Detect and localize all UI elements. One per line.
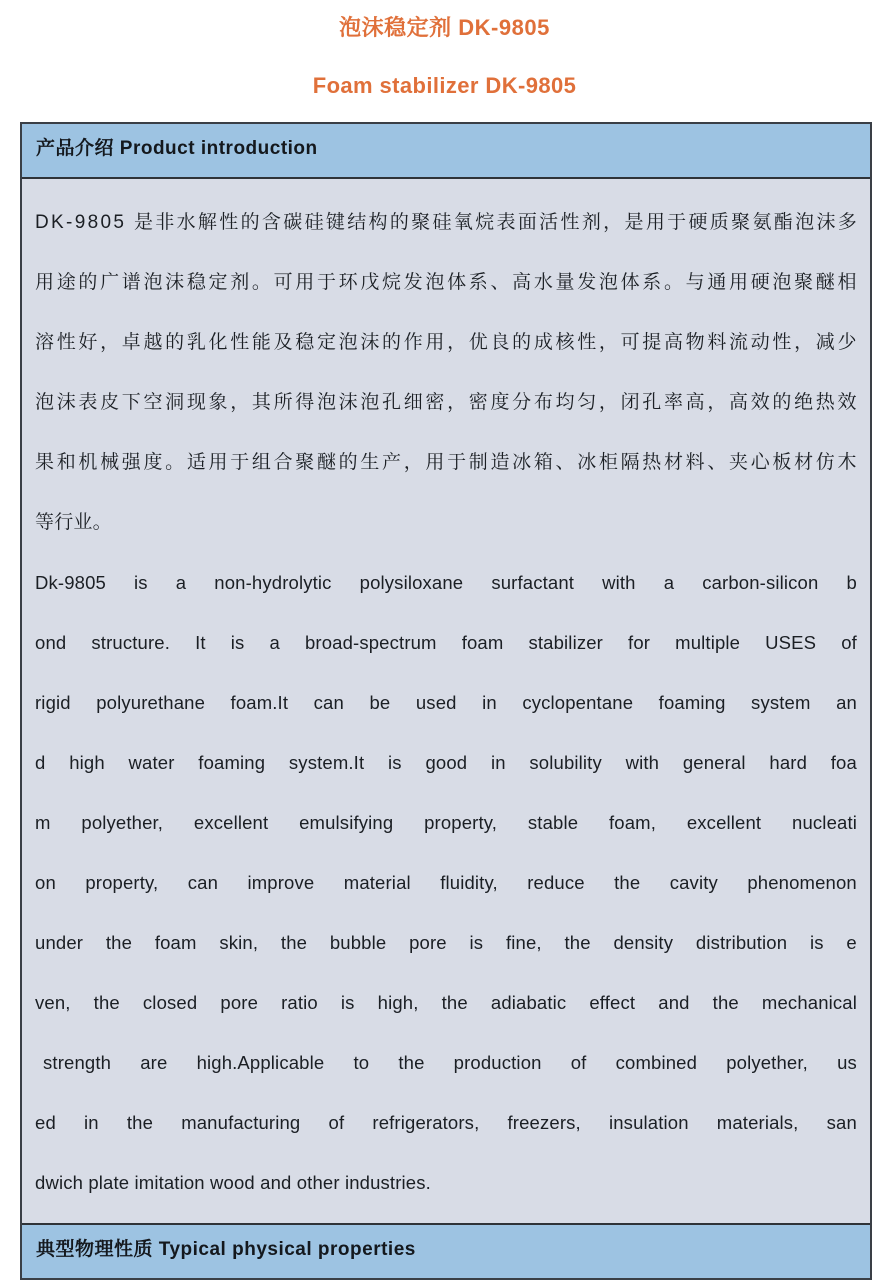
text-line: rigid polyurethane foam.It can be used in cyclopentane foaming system an	[35, 691, 857, 713]
text-line: ed in the manufacturing of refrigerators, freezers, insulation materials, san	[35, 1111, 857, 1133]
paragraph-english	[35, 553, 857, 1213]
section-header-product-introduction	[22, 124, 870, 179]
section-body-product-introduction	[22, 179, 870, 1223]
text-line: 溶 性 好 ， 卓 越 的 乳 化 性 能 及 稳 定 泡 沫 的 作 用 ， 优 良 的 成 核 性 ， 可 提 高 物 料 流 动 性 ， 减 少	[35, 331, 857, 353]
page-title-chinese: 泡沫稳定剂 DK-9805	[339, 15, 550, 40]
text-line: on property, can improve material fluidity, reduce the cavity phenomenon	[35, 871, 857, 893]
title-block	[0, 0, 889, 99]
text-line: 用 途 的 广 谱 泡 沫 稳 定 剂 。 可 用 于 环 戊 烷 发 泡 体 系 、 高 水 量 发 泡 体 系 。 与 通 用 硬 泡 聚 醚 相	[35, 271, 857, 293]
text-line: strength are high.Applicable to the production of combined polyether, us	[43, 1051, 857, 1073]
text-line: under the foam skin, the bubble pore is fine, the density distribution is e	[35, 931, 857, 953]
text-line: D K - 9 8 0 5 是 非 水 解 性 的 含 碳 硅 键 结 构 的 聚 硅 氧 烷 表 面 活 性 剂 ， 是 用 于 硬 质 聚 氨 酯 泡 沫 多	[35, 211, 857, 233]
text-line: Dk-9805 is a non-hydrolytic polysiloxane surfactant with a carbon-silicon b	[35, 571, 857, 593]
section-header-label: 产品介绍 Product introduction	[36, 138, 318, 159]
section-header-typical-physical-properties	[22, 1223, 870, 1278]
product-introduction-table	[20, 122, 872, 1280]
text-line: 等行业。	[35, 511, 112, 533]
text-line: m polyether, excellent emulsifying property, stable foam, excellent nucleati	[35, 811, 857, 833]
text-line: ond structure. It is a broad-spectrum foam stabilizer for multiple USES of	[35, 631, 857, 653]
section-header-label-bottom: 典型物理性质 Typical physical properties	[36, 1238, 416, 1260]
text-line: 果 和 机 械 强 度 。 适 用 于 组 合 聚 醚 的 生 产 ， 用 于 制 造 冰 箱 、 冰 柜 隔 热 材 料 、 夹 心 板 材 仿 木	[35, 451, 857, 473]
paragraph-chinese	[35, 193, 857, 553]
text-line: d high water foaming system.It is good in solubility with general hard foa	[35, 751, 857, 773]
text-line: dwich plate imitation wood and other industries.	[35, 1171, 431, 1193]
page-title-english: Foam stabilizer DK-9805	[312, 72, 577, 98]
text-line: 泡 沫 表 皮 下 空 洞 现 象 ， 其 所 得 泡 沫 泡 孔 细 密 ， 密 度 分 布 均 匀 ， 闭 孔 率 高 ， 高 效 的 绝 热 效	[35, 391, 857, 413]
text-line: ven, the closed pore ratio is high, the adiabatic effect and the mechanical	[35, 991, 857, 1013]
